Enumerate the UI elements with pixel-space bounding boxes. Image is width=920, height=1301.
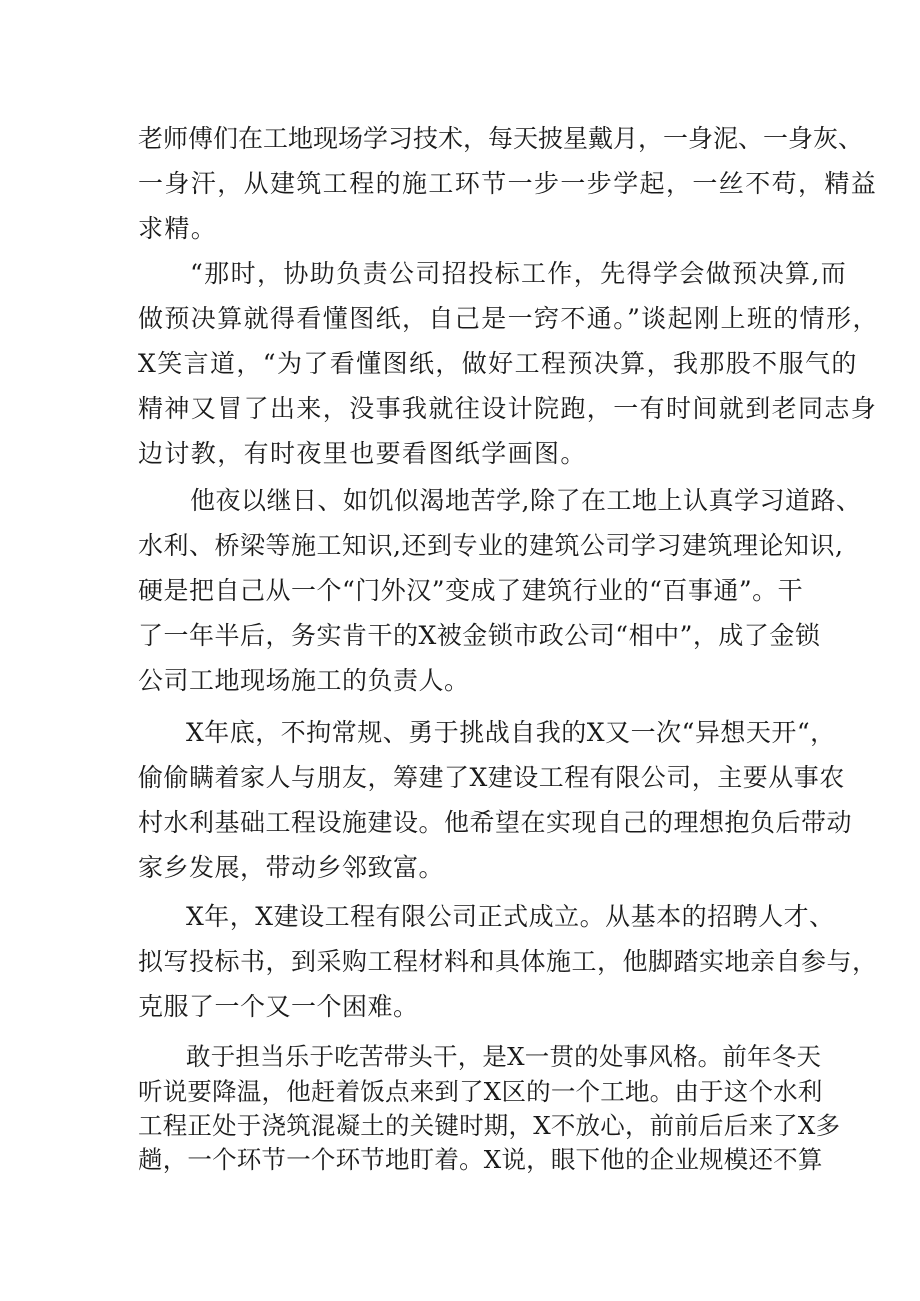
text-line: 边讨教，有时夜里也要看图纸学画图。 (138, 439, 587, 468)
text-line: 克服了一个又一个困难。 (138, 992, 419, 1021)
text-line: 老师傅们在工地现场学习技术，每天披星戴月，一身泥、一身灰、 (138, 124, 864, 153)
text-line: 村水利基础工程设施建设。他希望在实现自己的理想抱负后带动 (138, 808, 853, 837)
text-line: 工程正处于浇筑混凝土的关键时期，X不放心，前前后后来了X多 (138, 1111, 841, 1140)
text-line: 拟写投标书，到采购工程材料和具体施工，他脚踏实地亲自参与， (138, 947, 878, 976)
text-line: 水利、桥梁等施工知识,还到专业的建筑公司学习建筑理论知识, (138, 531, 844, 560)
text-line: 了一年半后，务实肯干的X被金锁市政公司“相中”，成了金锁 (138, 621, 821, 650)
text-line: 求精。 (138, 214, 218, 243)
text-line: 一身汗，从建筑工程的施工环节一步一步学起，一丝不苟，精益 (138, 169, 878, 198)
text-line: 家乡发展，带动乡邻致富。 (138, 853, 445, 882)
text-line: 偷偷瞒着家人与朋友，筹建了X建设工程有限公司，主要从事农 (138, 763, 845, 792)
text-line: 敢于担当乐于吃苦带头干，是X一贯的处事风格。前年冬天 (186, 1042, 822, 1071)
text-line: X年，X建设工程有限公司正式成立。从基本的招聘人才、 (186, 902, 835, 931)
text-line: “那时，协助负责公司招投标工作，先得学会做预决算,而 (190, 259, 848, 288)
text-line: X年底，不拘常规、勇于挑战自我的X又一次“异想天开“， (186, 718, 836, 747)
text-line: 他夜以继日、如饥似渴地苦学,除了在工地上认真学习道路、 (190, 486, 862, 515)
text-line: 公司工地现场施工的负责人。 (138, 666, 470, 695)
text-line: 做预决算就得看懂图纸，自己是一窍不通。”谈起刚上班的情形， (138, 304, 879, 333)
text-line: 硬是把自己从一个“门外汉”变成了建筑行业的“百事通”。干 (138, 576, 804, 605)
text-line: 趟，一个环节一个环节地盯着。X说，眼下他的企业规模还不算 (138, 1145, 823, 1174)
text-line: 听说要降温，他赶着饭点来到了X区的一个工地。由于这个水利 (138, 1077, 823, 1106)
text-line: 精神又冒了出来，没事我就往设计院跑，一有时间就到老同志身 (138, 394, 878, 423)
text-line: X笑言道，“为了看懂图纸，做好工程预决算，我那股不服气的 (138, 349, 858, 378)
